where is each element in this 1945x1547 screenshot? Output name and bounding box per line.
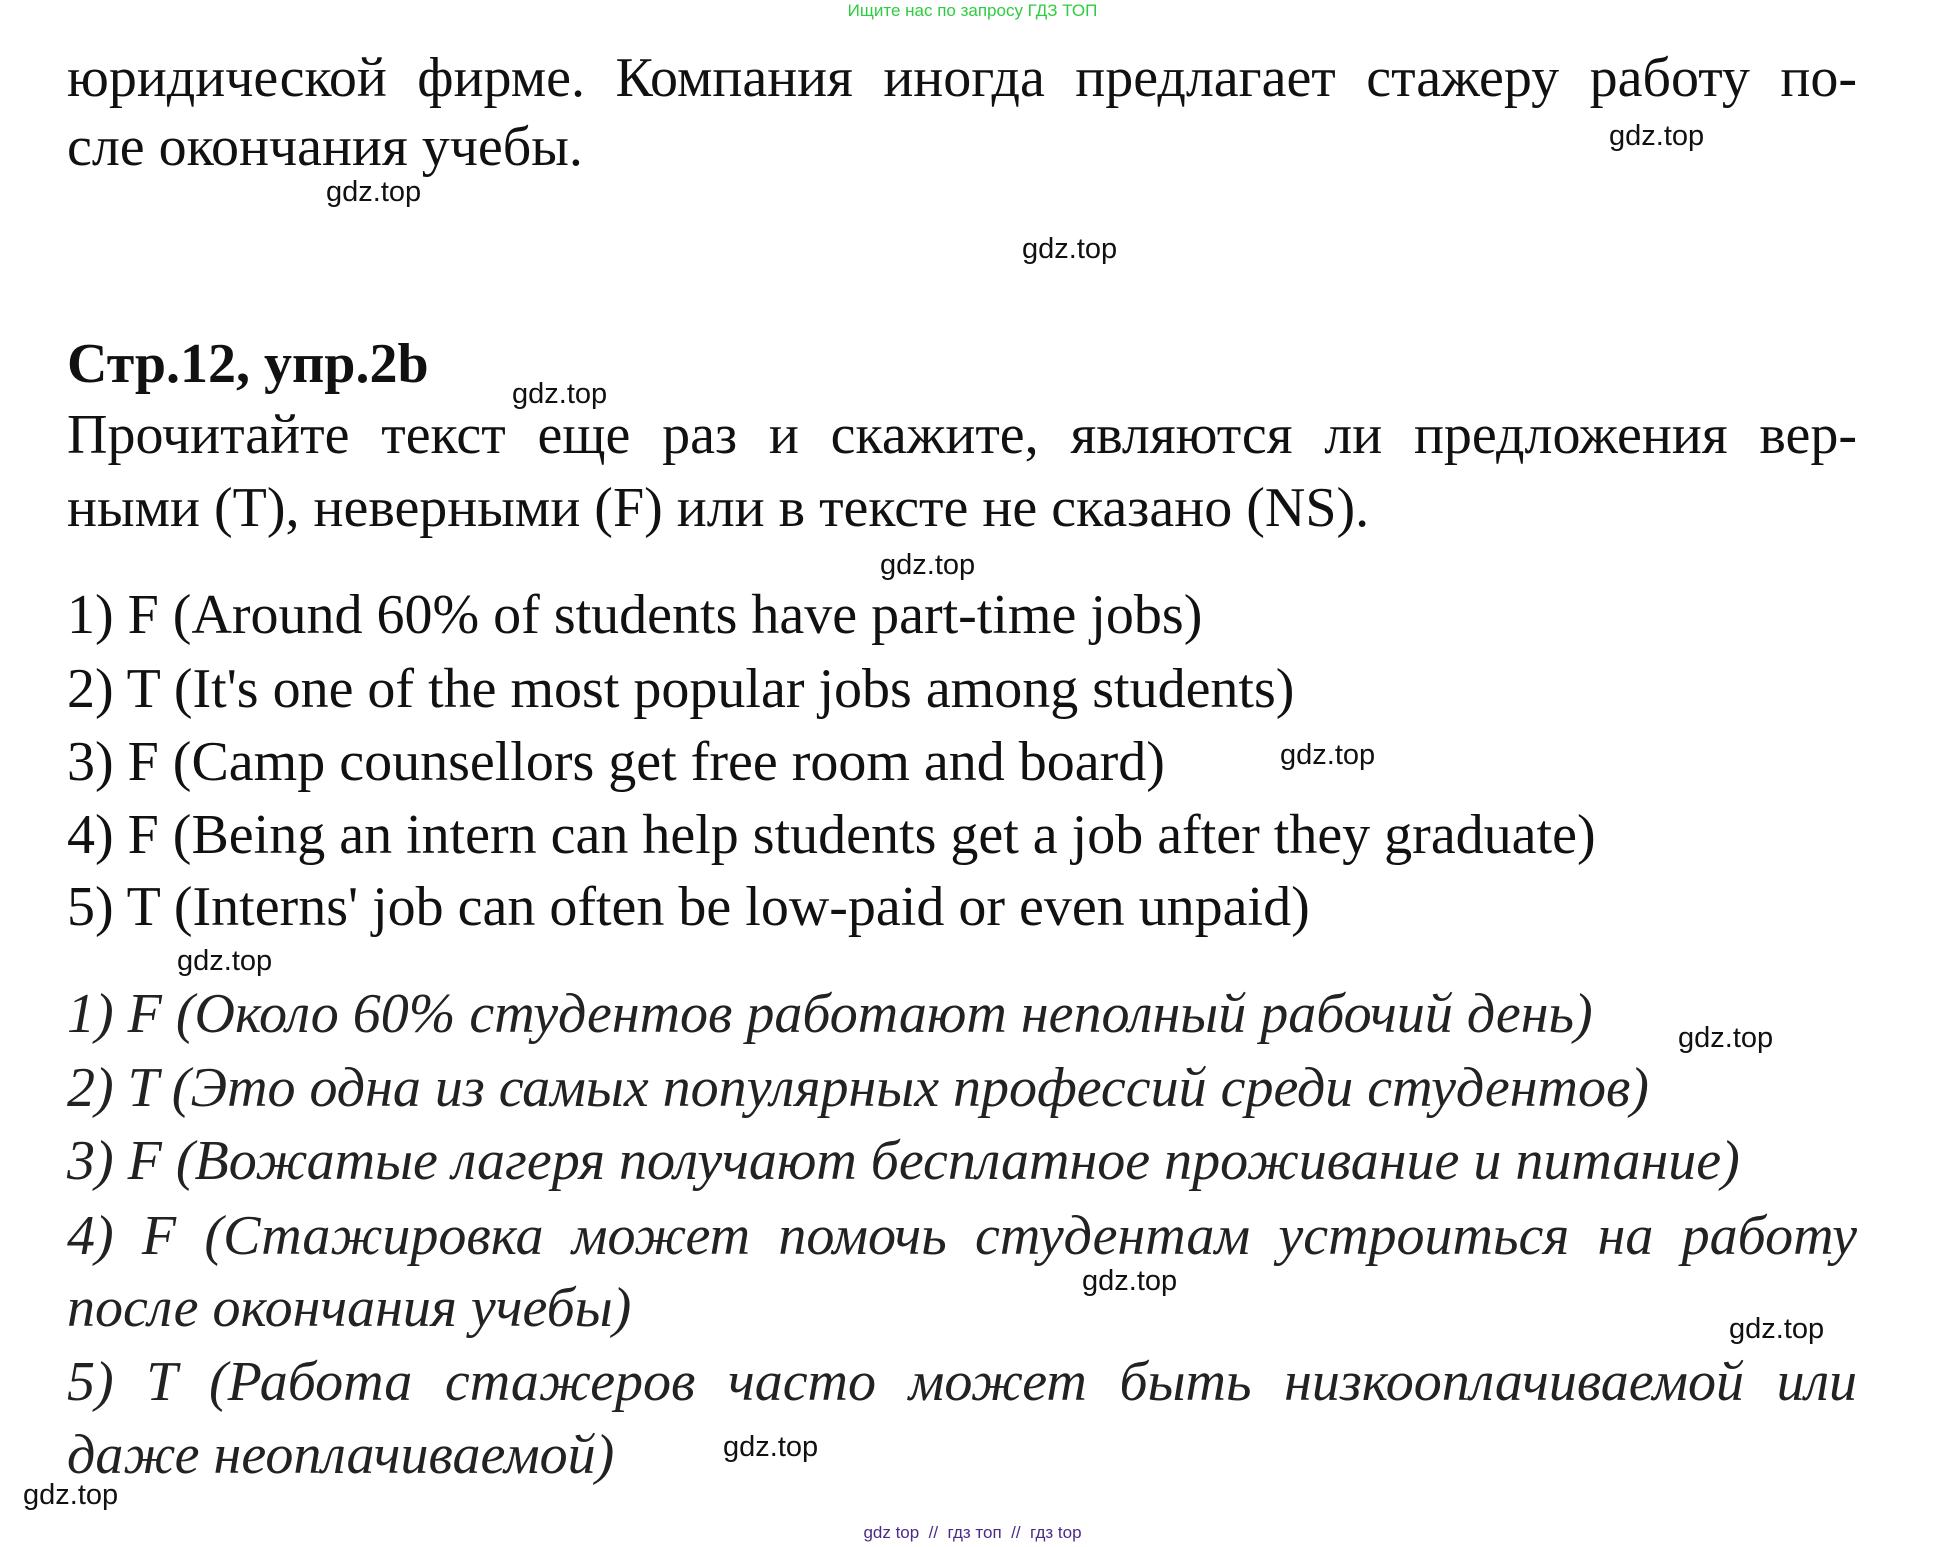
- watermark: gdz.top: [512, 378, 608, 410]
- watermark: gdz.top: [1082, 1265, 1178, 1297]
- answer-ru: после окончания учебы): [67, 1277, 632, 1339]
- answer-en: 4) F (Being an intern can help students get a job after they graduate): [67, 804, 1596, 866]
- watermark: gdz.top: [23, 1479, 119, 1511]
- watermark: gdz.top: [177, 945, 273, 977]
- watermark: gdz.top: [723, 1431, 819, 1463]
- answer-ru: 1) F (Около 60% студентов работают неполный рабочий день): [67, 983, 1593, 1045]
- watermark: gdz.top: [1678, 1022, 1774, 1054]
- answer-ru: 5) T (Работа стажеров часто может быть низкооплачиваемой или: [67, 1351, 1857, 1413]
- answer-ru: даже неоплачиваемой): [67, 1424, 615, 1486]
- answer-ru: 3) F (Вожатые лагеря получают бесплатное проживание и питание): [67, 1130, 1740, 1192]
- answer-ru: 2) T (Это одна из самых популярных профессий среди студентов): [67, 1057, 1649, 1119]
- header-banner: Ищите нас по запросу ГДЗ ТОП: [847, 1, 1098, 20]
- watermark: gdz.top: [1729, 1313, 1825, 1345]
- watermark: gdz.top: [326, 176, 422, 208]
- intro-line: юридической фирме. Компания иногда предлагает стажеру работу по-: [67, 47, 1857, 109]
- answer-en: 5) T (Interns' job can often be low-paid or even unpaid): [67, 876, 1310, 938]
- task-line: Прочитайте текст еще раз и скажите, являются ли предложения вер-: [67, 404, 1857, 466]
- intro-line: сле окончания учебы.: [67, 116, 583, 178]
- watermark: gdz.top: [880, 549, 976, 581]
- exercise-heading: Стр.12, упр.2b: [67, 333, 429, 395]
- answer-en: 3) F (Camp counsellors get free room and board): [67, 731, 1165, 793]
- watermark: gdz.top: [1609, 120, 1705, 152]
- answer-en: 2) T (It's one of the most popular jobs among students): [67, 658, 1295, 720]
- footer-links: gdz top // гдз топ // гдз top: [863, 1523, 1082, 1542]
- answer-ru: 4) F (Стажировка может помочь студентам устроиться на работу: [67, 1205, 1857, 1267]
- answer-en: 1) F (Around 60% of students have part-time jobs): [67, 584, 1203, 646]
- watermark: gdz.top: [1280, 739, 1376, 771]
- watermark: gdz.top: [1022, 233, 1118, 265]
- task-line: ными (T), неверными (F) или в тексте не сказано (NS).: [67, 477, 1370, 539]
